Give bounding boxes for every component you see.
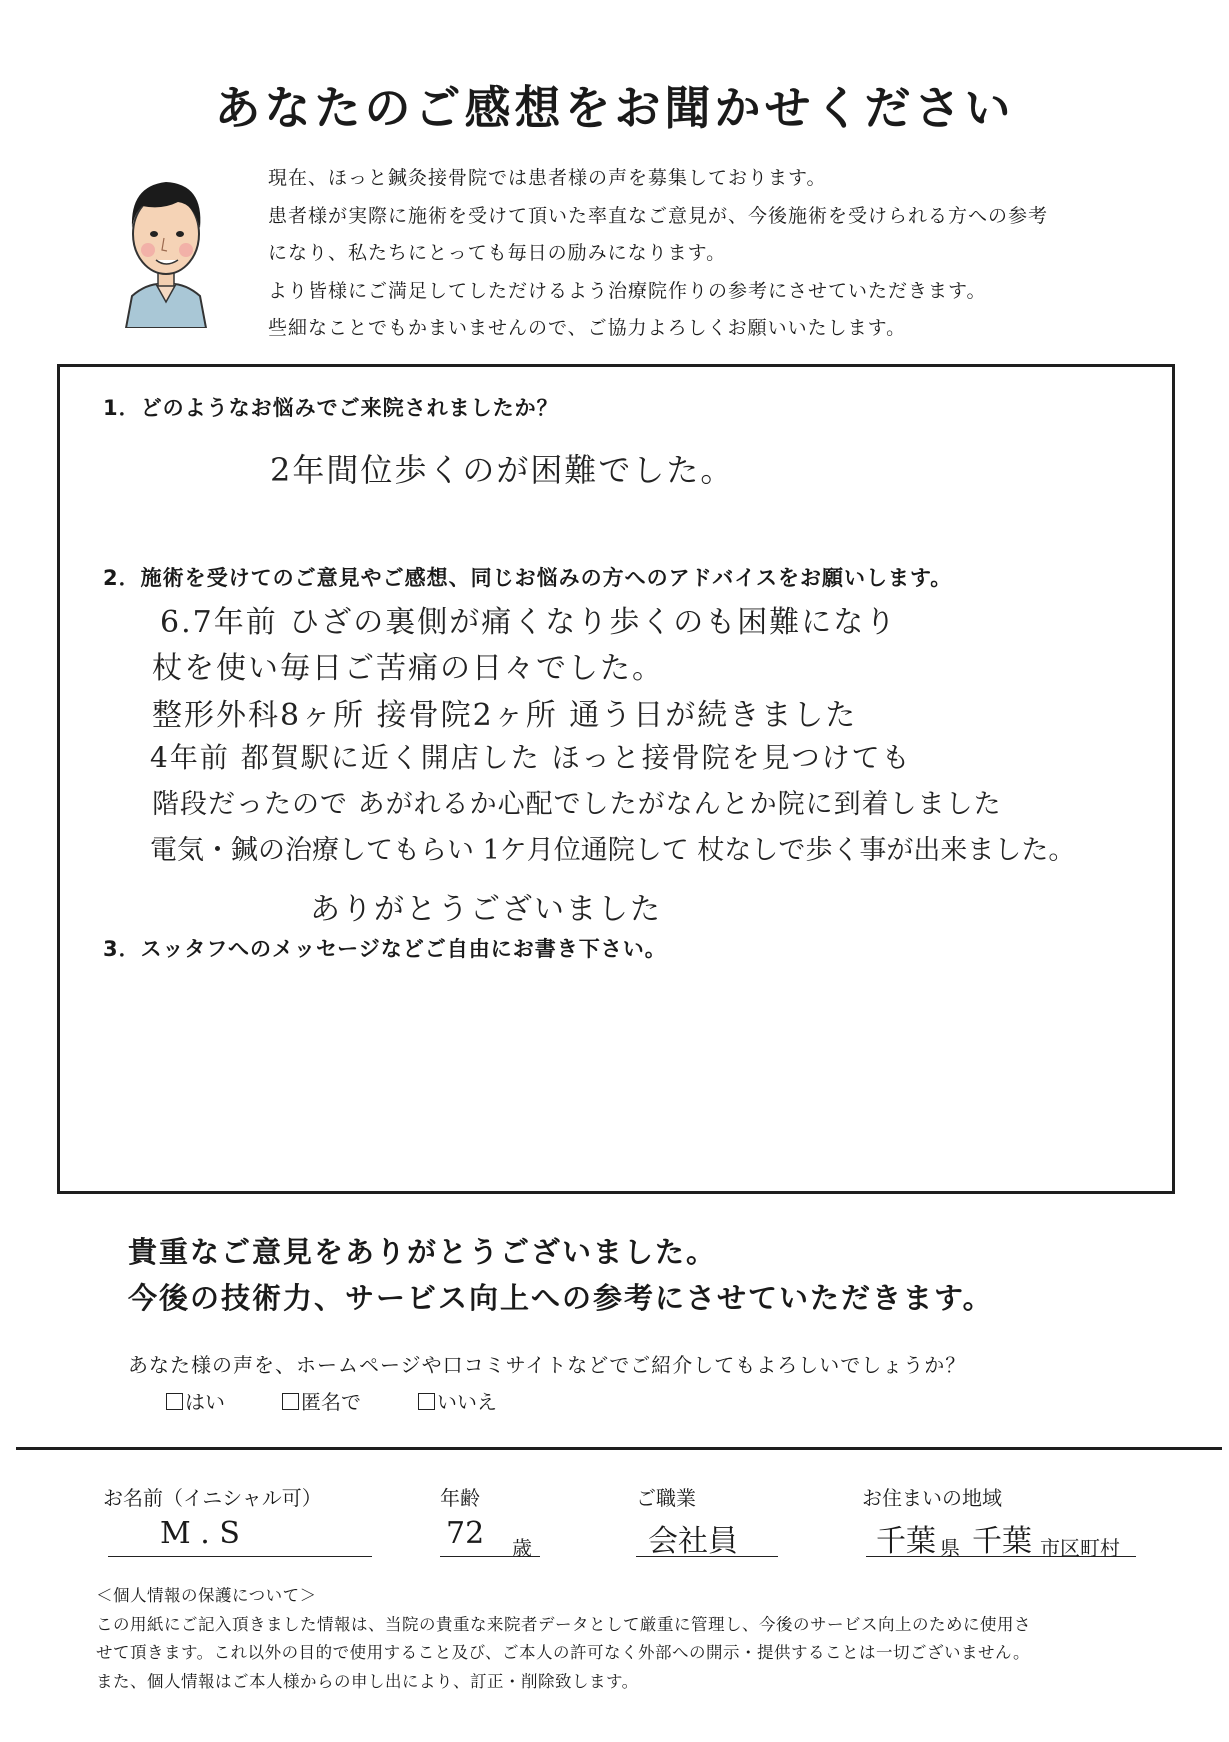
checkbox-icon[interactable] [282, 1393, 299, 1410]
checkbox-icon[interactable] [418, 1393, 435, 1410]
answer-2-line: 階段だったので あがれるか心配でしたがなんとか院に到着しました [152, 789, 1002, 820]
question-2: 2．施術を受けてのご意見やご感想、同じお悩みの方へのアドバイスをお願いします。 [103, 566, 953, 590]
option-label: 匿名で [301, 1390, 361, 1414]
page-title: あなたのご感想をお聞かせください [214, 81, 1015, 135]
consent-option-anonymous[interactable] [282, 1386, 361, 1415]
consent-question: あなた様の声を、ホームページや口コミサイトなどでご紹介してもよろしいでしょうか？ [128, 1353, 967, 1377]
age-label: 年齢 [440, 1486, 480, 1510]
question-1: 1．どのようなお悩みでご来院されましたか？ [103, 396, 559, 420]
option-label: いいえ [437, 1390, 497, 1414]
thanks-line: 今後の技術力、サービス向上への参考にさせていただきます。 [128, 1281, 994, 1315]
consent-option-no[interactable] [418, 1386, 497, 1415]
answer-2-line: 電気・鍼の治療してもらい 1ケ月位通院して 杖なしで歩く事が出来ました。 [150, 835, 1076, 866]
intro-line: 現在、ほっと鍼灸接骨院では患者様の声を募集しております。 [268, 167, 827, 189]
consent-option-yes[interactable] [166, 1386, 225, 1415]
answer-1: 2年間位歩くのが困難でした。 [270, 451, 735, 489]
intro-line: より皆様にご満足してしただけるよう治療院作りの参考にさせていただきます。 [268, 279, 987, 302]
intro-text [268, 160, 1048, 348]
answer-2-line: 4年前 都賀駅に近く開店した ほっと接骨院を見つけても [150, 741, 912, 774]
job-underline [636, 1556, 778, 1557]
job-label: ご職業 [636, 1486, 696, 1510]
answer-2-line: 整形外科8ヶ所 接骨院2ヶ所 通う日が続きました [152, 698, 858, 733]
age-unit: 歳 [512, 1536, 532, 1560]
age-underline [440, 1556, 540, 1557]
city-value[interactable]: 千葉 [972, 1524, 1032, 1559]
privacy-line: また、個人情報はご本人様からの申し出により、訂正・削除致します。 [96, 1671, 639, 1691]
intro-line: 些細なことでもかまいませんので、ご協力よろしくお願いいたします。 [268, 317, 907, 339]
prefecture-unit: 県 [940, 1536, 960, 1560]
area-underline [866, 1556, 1136, 1557]
staff-portrait-illustration [118, 168, 214, 328]
name-value[interactable]: M . S [160, 1516, 240, 1551]
intro-line: 患者様が実際に施術を受けて頂いた率直なご意見が、今後施術を受けられる方への参考 [268, 204, 1049, 227]
section-divider [16, 1447, 1222, 1450]
job-value[interactable]: 会社員 [648, 1524, 738, 1559]
checkbox-icon[interactable] [166, 1393, 183, 1410]
answer-2-line: 6.7年前 ひざの裏側が痛くなり歩くのも困難になり [160, 605, 898, 640]
area-label: お住まいの地域 [862, 1486, 1002, 1510]
answer-2-closing: ありがとうございました [310, 892, 662, 927]
privacy-line: せて頂きます。これ以外の目的で使用すること及び、ご本人の許可なく外部への開示・提供することは一切ございません。 [96, 1643, 1031, 1662]
intro-line: になり、私たちにとっても毎日の励みになります。 [268, 242, 727, 264]
name-label: お名前（イニシャル可） [103, 1486, 322, 1510]
name-underline [108, 1556, 372, 1557]
city-unit: 市区町村 [1040, 1536, 1120, 1560]
privacy-line: この用紙にご記入頂きました情報は、当院の貴重な来院者データとして厳重に管理し、今後のサービス向上のために使用さ [96, 1614, 1031, 1634]
thanks-line: 貴重なご意見をありがとうございました。 [128, 1235, 718, 1269]
privacy-notice [96, 1582, 1031, 1696]
age-value[interactable]: 72 [446, 1516, 485, 1551]
prefecture-value[interactable]: 千葉 [876, 1524, 936, 1559]
privacy-heading: ＜個人情報の保護について＞ [96, 1586, 317, 1605]
question-3: 3．スッタフへのメッセージなどご自由にお書き下さい。 [103, 937, 667, 961]
answer-2-line: 杖を使い毎日ご苦痛の日々でした。 [152, 651, 664, 686]
option-label: はい [185, 1390, 225, 1414]
